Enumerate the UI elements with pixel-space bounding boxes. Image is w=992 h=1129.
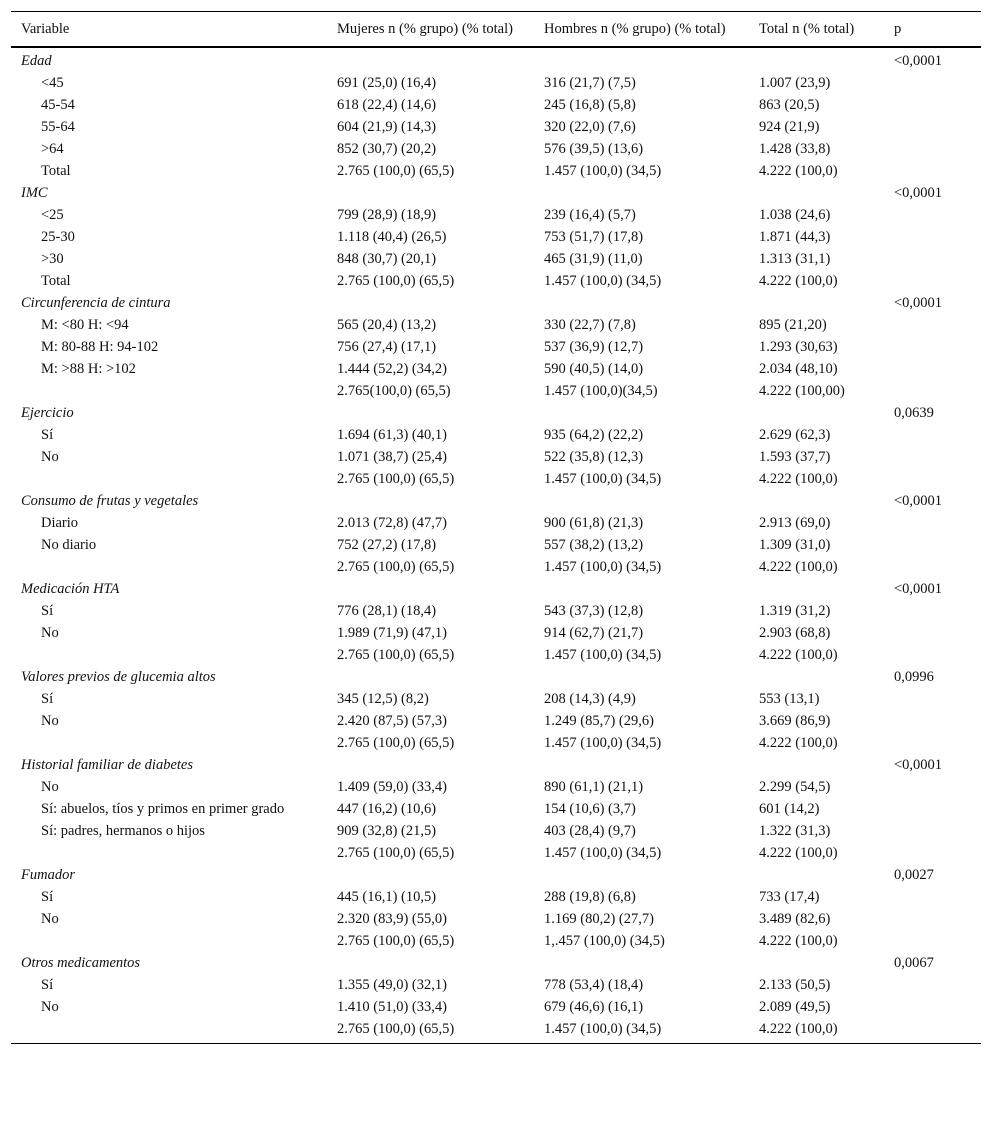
table-row — [11, 358, 981, 380]
table-row — [11, 160, 981, 182]
p-cell-empty — [884, 556, 981, 578]
table-header-row — [11, 12, 981, 48]
row-label: No — [41, 449, 59, 465]
hombres-cell: 465 (31,9) (11,0) — [544, 251, 643, 267]
section-title: Consumo de frutas y vegetales — [21, 493, 199, 509]
table-row — [11, 534, 981, 556]
p-cell-empty — [884, 138, 981, 160]
row-label: No — [41, 999, 59, 1015]
total-cell: 1.309 (31,0) — [759, 537, 831, 553]
section-title: Valores previos de glucemia altos — [21, 669, 216, 685]
mujeres-cell: 565 (20,4) (13,2) — [337, 317, 437, 333]
mujeres-cell: 1.694 (61,3) (40,1) — [337, 427, 447, 443]
section-row — [11, 292, 981, 314]
row-label: Sí: padres, hermanos o hijos — [41, 823, 205, 839]
hombres-cell: 330 (22,7) (7,8) — [544, 317, 636, 333]
total-cell: 2.034 (48,10) — [759, 361, 838, 377]
table-row — [11, 842, 981, 864]
mujeres-cell: 2.765 (100,0) (65,5) — [337, 273, 455, 289]
hombres-cell: 576 (39,5) (13,6) — [544, 141, 644, 157]
total-cell: 863 (20,5) — [759, 97, 820, 113]
p-cell-empty — [884, 776, 981, 798]
mujeres-cell: 1.071 (38,7) (25,4) — [337, 449, 447, 465]
total-cell: 4.222 (100,0) — [759, 647, 838, 663]
table-row — [11, 248, 981, 270]
p-value: <0,0001 — [894, 295, 943, 311]
mujeres-cell: 2.013 (72,8) (47,7) — [337, 515, 447, 531]
table-row — [11, 644, 981, 666]
p-cell-empty — [884, 1018, 981, 1044]
table-row — [11, 930, 981, 952]
mujeres-cell: 2.765 (100,0) (65,5) — [337, 933, 455, 949]
row-label: Diario — [41, 515, 79, 531]
p-cell-empty — [884, 820, 981, 842]
p-cell-empty — [884, 226, 981, 248]
total-cell: 4.222 (100,0) — [759, 559, 838, 575]
mujeres-cell: 2.765 (100,0) (65,5) — [337, 559, 455, 575]
section-row — [11, 182, 981, 204]
table-row — [11, 270, 981, 292]
table-row — [11, 94, 981, 116]
section-row — [11, 402, 981, 424]
header-mujeres: Mujeres n (% grupo) (% total) — [327, 12, 534, 48]
p-cell-empty — [884, 908, 981, 930]
p-cell-empty — [884, 886, 981, 908]
hombres-cell: 557 (38,2) (13,2) — [544, 537, 644, 553]
section-row — [11, 490, 981, 512]
hombres-cell: 1,.457 (100,0) (34,5) — [544, 933, 665, 949]
p-cell-empty — [884, 248, 981, 270]
row-label — [11, 644, 327, 666]
total-cell: 601 (14,2) — [759, 801, 820, 817]
p-cell-empty — [884, 468, 981, 490]
hombres-cell: 935 (64,2) (22,2) — [544, 427, 644, 443]
mujeres-cell: 2.765 (100,0) (65,5) — [337, 735, 455, 751]
row-label: M: 80-88 H: 94-102 — [41, 339, 159, 355]
row-label: >30 — [41, 251, 64, 267]
p-cell-empty — [884, 688, 981, 710]
mujeres-cell: 2.765 (100,0) (65,5) — [337, 163, 455, 179]
row-label — [11, 1018, 327, 1044]
total-cell: 553 (13,1) — [759, 691, 820, 707]
table-row — [11, 974, 981, 996]
p-value: <0,0001 — [894, 53, 943, 69]
p-cell-empty — [884, 930, 981, 952]
p-value: <0,0001 — [894, 757, 943, 773]
row-label: Total — [41, 273, 71, 289]
section-title: Otros medicamentos — [21, 955, 141, 971]
row-label: Sí — [41, 691, 54, 707]
row-label: M: <80 H: <94 — [41, 317, 129, 333]
mujeres-cell: 852 (30,7) (20,2) — [337, 141, 437, 157]
table-row — [11, 72, 981, 94]
table-row — [11, 820, 981, 842]
hombres-cell: 154 (10,6) (3,7) — [544, 801, 636, 817]
row-label: No — [41, 779, 59, 795]
p-cell-empty — [884, 380, 981, 402]
p-cell-empty — [884, 732, 981, 754]
p-cell-empty — [884, 710, 981, 732]
table-row — [11, 1018, 981, 1044]
section-row — [11, 47, 981, 72]
p-cell-empty — [884, 644, 981, 666]
hombres-cell: 1.457 (100,0) (34,5) — [544, 735, 662, 751]
row-label: Total — [41, 163, 71, 179]
total-cell: 1.038 (24,6) — [759, 207, 831, 223]
p-cell-empty — [884, 204, 981, 226]
row-label — [11, 556, 327, 578]
hombres-cell: 900 (61,8) (21,3) — [544, 515, 644, 531]
row-label — [11, 842, 327, 864]
table-row — [11, 622, 981, 644]
section-title: IMC — [21, 185, 48, 201]
table-row — [11, 226, 981, 248]
table-row — [11, 512, 981, 534]
mujeres-cell: 2.765 (100,0) (65,5) — [327, 1018, 534, 1044]
mujeres-cell: 752 (27,2) (17,8) — [337, 537, 437, 553]
mujeres-cell: 1.409 (59,0) (33,4) — [337, 779, 447, 795]
row-label: >64 — [41, 141, 64, 157]
row-label: M: >88 H: >102 — [41, 361, 136, 377]
hombres-cell: 522 (35,8) (12,3) — [544, 449, 644, 465]
section-row — [11, 754, 981, 776]
table-row — [11, 710, 981, 732]
hombres-cell: 320 (22,0) (7,6) — [544, 119, 636, 135]
hombres-cell: 1.457 (100,0) (34,5) — [544, 163, 662, 179]
total-cell: 4.222 (100,0) — [759, 933, 838, 949]
total-cell: 1.428 (33,8) — [759, 141, 831, 157]
mujeres-cell: 1.989 (71,9) (47,1) — [337, 625, 447, 641]
table-row — [11, 556, 981, 578]
total-cell: 1.007 (23,9) — [759, 75, 831, 91]
total-cell: 4.222 (100,0) — [759, 273, 838, 289]
row-label: No diario — [41, 537, 97, 553]
total-cell: 1.322 (31,3) — [759, 823, 831, 839]
total-cell: 2.903 (68,8) — [759, 625, 831, 641]
total-cell: 1.871 (44,3) — [759, 229, 831, 245]
hombres-cell: 288 (19,8) (6,8) — [544, 889, 636, 905]
p-cell-empty — [884, 798, 981, 820]
hombres-cell: 753 (51,7) (17,8) — [544, 229, 644, 245]
p-value: <0,0001 — [894, 493, 943, 509]
hombres-cell: 208 (14,3) (4,9) — [544, 691, 636, 707]
total-cell: 4.222 (100,0) — [759, 163, 838, 179]
section-title: Medicación HTA — [21, 581, 120, 597]
header-total: Total n (% total) — [749, 12, 884, 48]
hombres-cell: 537 (36,9) (12,7) — [544, 339, 644, 355]
p-value: <0,0001 — [894, 581, 943, 597]
table-row — [11, 380, 981, 402]
row-label: 45-54 — [41, 97, 75, 113]
total-cell: 2.913 (69,0) — [759, 515, 831, 531]
total-cell: 1.293 (30,63) — [759, 339, 838, 355]
p-cell-empty — [884, 600, 981, 622]
section-row — [11, 666, 981, 688]
table-row — [11, 446, 981, 468]
table-row — [11, 138, 981, 160]
mujeres-cell: 1.410 (51,0) (33,4) — [337, 999, 447, 1015]
total-cell: 4.222 (100,0) — [759, 845, 838, 861]
p-cell-empty — [884, 974, 981, 996]
p-cell-empty — [884, 996, 981, 1018]
p-cell-empty — [884, 358, 981, 380]
hombres-cell: 1.457 (100,0) (34,5) — [534, 1018, 749, 1044]
mujeres-cell: 345 (12,5) (8,2) — [337, 691, 429, 707]
header-p: p — [884, 12, 981, 48]
hombres-cell: 590 (40,5) (14,0) — [544, 361, 644, 377]
table-row — [11, 908, 981, 930]
p-value: 0,0067 — [894, 955, 934, 971]
mujeres-cell: 1.355 (49,0) (32,1) — [337, 977, 447, 993]
mujeres-cell: 445 (16,1) (10,5) — [337, 889, 437, 905]
row-label: 55-64 — [41, 119, 75, 135]
total-cell: 895 (21,20) — [759, 317, 827, 333]
section-title: Circunferencia de cintura — [21, 295, 171, 311]
total-cell: 2.089 (49,5) — [759, 999, 831, 1015]
data-table — [11, 11, 981, 1044]
mujeres-cell: 2.765 (100,0) (65,5) — [337, 647, 455, 663]
section-row — [11, 864, 981, 886]
p-value: 0,0639 — [894, 405, 934, 421]
p-cell-empty — [884, 116, 981, 138]
mujeres-cell: 776 (28,1) (18,4) — [337, 603, 437, 619]
row-label: 25-30 — [41, 229, 75, 245]
hombres-cell: 1.457 (100,0) (34,5) — [544, 273, 662, 289]
total-cell: 3.489 (82,6) — [759, 911, 831, 927]
mujeres-cell: 2.765(100,0) (65,5) — [337, 383, 451, 399]
hombres-cell: 1.457 (100,0)(34,5) — [544, 383, 658, 399]
p-value: 0,0996 — [894, 669, 934, 685]
mujeres-cell: 909 (32,8) (21,5) — [337, 823, 437, 839]
row-label: <45 — [41, 75, 64, 91]
hombres-cell: 1.249 (85,7) (29,6) — [544, 713, 654, 729]
section-title: Edad — [21, 53, 52, 69]
p-cell-empty — [884, 336, 981, 358]
row-label: Sí — [41, 889, 54, 905]
total-cell: 1.593 (37,7) — [759, 449, 831, 465]
hombres-cell: 316 (21,7) (7,5) — [544, 75, 636, 91]
table-row — [11, 996, 981, 1018]
p-cell-empty — [884, 446, 981, 468]
p-cell-empty — [884, 314, 981, 336]
row-label: No — [41, 911, 59, 927]
p-cell-empty — [884, 842, 981, 864]
table-row — [11, 732, 981, 754]
mujeres-cell: 447 (16,2) (10,6) — [337, 801, 437, 817]
section-title: Historial familiar de diabetes — [21, 757, 193, 773]
total-cell: 4.222 (100,0) — [759, 735, 838, 751]
row-label — [11, 468, 327, 490]
total-cell: 1.319 (31,2) — [759, 603, 831, 619]
total-cell: 2.299 (54,5) — [759, 779, 831, 795]
table-row — [11, 204, 981, 226]
mujeres-cell: 848 (30,7) (20,1) — [337, 251, 437, 267]
row-label — [11, 930, 327, 952]
p-cell-empty — [884, 424, 981, 446]
p-cell-empty — [884, 622, 981, 644]
table-row — [11, 776, 981, 798]
table-row — [11, 424, 981, 446]
mujeres-cell: 1.118 (40,4) (26,5) — [337, 229, 447, 245]
total-cell: 4.222 (100,0) — [759, 471, 838, 487]
row-label: Sí — [41, 603, 54, 619]
header-variable: Variable — [11, 12, 327, 48]
hombres-cell: 1.457 (100,0) (34,5) — [544, 559, 662, 575]
table-row — [11, 886, 981, 908]
p-value: <0,0001 — [894, 185, 943, 201]
hombres-cell: 778 (53,4) (18,4) — [544, 977, 644, 993]
row-label: Sí: abuelos, tíos y primos en primer grado — [41, 801, 285, 817]
total-cell: 924 (21,9) — [759, 119, 820, 135]
section-title: Fumador — [21, 867, 75, 883]
total-cell: 2.133 (50,5) — [759, 977, 831, 993]
total-cell: 1.313 (31,1) — [759, 251, 831, 267]
row-label — [11, 380, 327, 402]
table-row — [11, 116, 981, 138]
table-row — [11, 336, 981, 358]
mujeres-cell: 756 (27,4) (17,1) — [337, 339, 437, 355]
total-cell: 4.222 (100,00) — [759, 383, 845, 399]
table-body — [11, 47, 981, 1044]
mujeres-cell: 799 (28,9) (18,9) — [337, 207, 437, 223]
hombres-cell: 403 (28,4) (9,7) — [544, 823, 636, 839]
row-label: Sí — [41, 977, 54, 993]
hombres-cell: 914 (62,7) (21,7) — [544, 625, 644, 641]
row-label: No — [41, 625, 59, 641]
p-cell-empty — [884, 94, 981, 116]
section-row — [11, 952, 981, 974]
mujeres-cell: 2.765 (100,0) (65,5) — [337, 471, 455, 487]
p-cell-empty — [884, 512, 981, 534]
hombres-cell: 1.169 (80,2) (27,7) — [544, 911, 654, 927]
hombres-cell: 890 (61,1) (21,1) — [544, 779, 644, 795]
hombres-cell: 543 (37,3) (12,8) — [544, 603, 644, 619]
table-row — [11, 600, 981, 622]
hombres-cell: 1.457 (100,0) (34,5) — [544, 471, 662, 487]
hombres-cell: 1.457 (100,0) (34,5) — [544, 845, 662, 861]
header-hombres: Hombres n (% grupo) (% total) — [534, 12, 749, 48]
hombres-cell: 245 (16,8) (5,8) — [544, 97, 636, 113]
mujeres-cell: 691 (25,0) (16,4) — [337, 75, 437, 91]
row-label — [11, 732, 327, 754]
p-cell-empty — [884, 270, 981, 292]
mujeres-cell: 2.320 (83,9) (55,0) — [337, 911, 447, 927]
total-cell: 733 (17,4) — [759, 889, 820, 905]
p-cell-empty — [884, 72, 981, 94]
p-cell-empty — [884, 534, 981, 556]
p-value: 0,0027 — [894, 867, 934, 883]
row-label: <25 — [41, 207, 64, 223]
mujeres-cell: 618 (22,4) (14,6) — [337, 97, 437, 113]
mujeres-cell: 2.420 (87,5) (57,3) — [337, 713, 447, 729]
hombres-cell: 679 (46,6) (16,1) — [544, 999, 644, 1015]
table-row — [11, 468, 981, 490]
total-cell: 4.222 (100,0) — [749, 1018, 884, 1044]
p-cell-empty — [884, 160, 981, 182]
total-cell: 2.629 (62,3) — [759, 427, 831, 443]
row-label: No — [41, 713, 59, 729]
mujeres-cell: 604 (21,9) (14,3) — [337, 119, 437, 135]
hombres-cell: 1.457 (100,0) (34,5) — [544, 647, 662, 663]
row-label: Sí — [41, 427, 54, 443]
mujeres-cell: 1.444 (52,2) (34,2) — [337, 361, 447, 377]
hombres-cell: 239 (16,4) (5,7) — [544, 207, 636, 223]
table-row — [11, 798, 981, 820]
total-cell: 3.669 (86,9) — [759, 713, 831, 729]
table-row — [11, 314, 981, 336]
section-title: Ejercicio — [21, 405, 74, 421]
section-row — [11, 578, 981, 600]
mujeres-cell: 2.765 (100,0) (65,5) — [337, 845, 455, 861]
table-row — [11, 688, 981, 710]
